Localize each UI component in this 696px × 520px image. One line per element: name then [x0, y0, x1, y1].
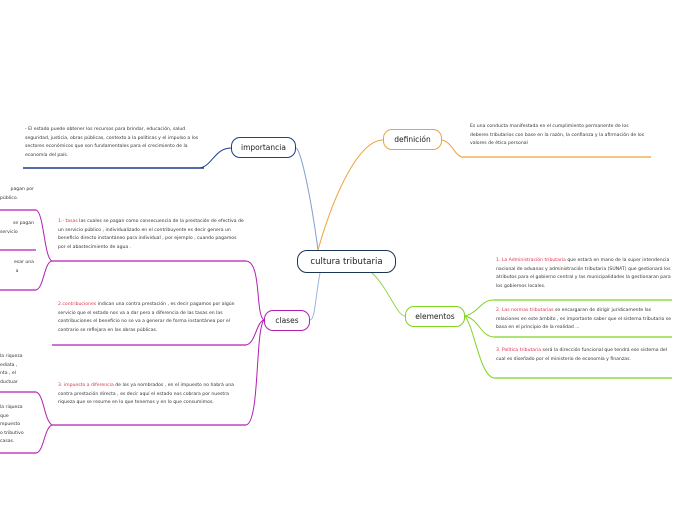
clases-item-3 — [58, 382, 244, 408]
connector-clases — [310, 273, 320, 320]
elementos-item-2-body: se encargaran de dirigir jurídicamente las relaciones en este ámbito , es importante saber que el sistema tributario se basa en el principio de la realidad ... — [496, 308, 672, 331]
node-clases[interactable] — [264, 310, 310, 331]
clases-item-3-heading: 3. impuesto a diferencia — [58, 383, 114, 388]
fragment-line: a — [15, 268, 19, 274]
node-elementos-label: elementos — [415, 312, 455, 321]
central-node[interactable] — [297, 250, 396, 273]
fragment-line: casas. — [0, 439, 15, 445]
importancia-text-body: - El estado puede obtener los recursos para brindar, educación, salud seguridad, justicia, obras públicas, contexto a la políticas y el impulso a los sectores económicos que son fundamentales para el crecimiento de la economía del país. — [25, 127, 199, 158]
fragment-line: la riqueza — [0, 405, 23, 410]
fragment-sub-1 — [0, 186, 34, 203]
connector-sub-1 — [36, 210, 52, 261]
node-elementos[interactable] — [405, 306, 465, 327]
connector-elementos-item-2 — [465, 316, 494, 337]
fragment-line: ductuar — [0, 379, 18, 385]
importancia-text — [25, 126, 203, 160]
connector-clases-item-3 — [246, 320, 264, 425]
clases-item-3-body: de los ya nombrados , en el impuesto no habrá una contra prestación directa , es decir aquí el estado nos cobrara por nuestra riqueza que se resume en lo que tenemos y en lo que consumimos. — [58, 383, 234, 406]
node-importancia-label: importancia — [241, 143, 286, 152]
fragment-sub-2 — [0, 220, 34, 237]
clases-item-1 — [58, 218, 244, 252]
fragment-line: la riqueza — [0, 354, 23, 359]
connector-sub-4 — [36, 425, 52, 453]
definicion-text-body: Es una conducta manifestada en el cumplimiento permanente de los deberes tributarios con base en la razón, la confianza y la afirmación de los valores de ética personal — [470, 124, 645, 147]
central-node-label: cultura tributaria — [310, 256, 383, 267]
fragment-sub-4 — [0, 353, 34, 387]
clases-item-2-body: indican una contra prestación , es decir pagamos por algún servicio que el estado nos va a dar pero a diferencia de las tasas en las contribuciones el beneficio no se va a generar de forma instantánea por el contrario se reflejara en las obras públicas. — [58, 302, 235, 333]
fragment-line: pagan por — [10, 187, 34, 192]
fragment-line: nta , el — [0, 371, 17, 377]
clases-item-2 — [58, 301, 244, 335]
node-importancia[interactable] — [231, 137, 296, 158]
connector-elementos-item-1 — [465, 300, 494, 316]
elementos-item-3-body: será la dirección funcional que tendrá ese sistema del cual es diseñado por el ministerio de economía y finanzas. — [496, 348, 668, 362]
node-clases-label: clases — [275, 316, 299, 325]
fragment-line: servicio — [0, 229, 18, 235]
elementos-item-3 — [496, 347, 672, 364]
connector-elementos-item-3 — [465, 316, 494, 378]
fragment-sub-3 — [0, 259, 34, 276]
fragment-line: se pagan — [12, 221, 34, 226]
elementos-item-1-heading: 1. La Administración tributaria — [496, 258, 566, 263]
node-definicion-label: definición — [394, 135, 431, 144]
connector-clases-item-2 — [246, 320, 264, 345]
fragment-line: o tributivo — [0, 430, 24, 436]
clases-item-2-heading: 2.contribuciones — [58, 302, 97, 307]
connector-definicion — [318, 140, 383, 250]
clases-item-1-body: las cuales se pagan como consecuencia de la prestación de efectiva de un servicio público , individualizado en el contribuyente es decir genera un beneficio directo instantáneo para individual , por ejemplo , cuando pagamos por el abastecimiento de agua . — [58, 219, 244, 250]
elementos-item-2-heading: 2. Las normas tributarias — [496, 308, 554, 313]
node-definicion[interactable] — [383, 129, 442, 150]
fragment-line: mpuesto — [0, 422, 21, 428]
fragment-sub-5 — [0, 404, 34, 447]
connector-definicion-text — [442, 140, 462, 157]
fragment-line: que — [0, 413, 9, 419]
clases-item-1-heading: 1.- tasas — [58, 219, 78, 224]
elementos-item-2 — [496, 307, 672, 333]
fragment-line: público. — [0, 195, 19, 201]
fragment-line: esar una — [13, 260, 34, 265]
fragment-line: ediata , — [0, 362, 18, 368]
definicion-text — [470, 123, 648, 149]
elementos-item-3-heading: 3. Política tributaria — [496, 348, 542, 353]
connector-sub-3 — [36, 392, 52, 425]
elementos-item-1 — [496, 257, 672, 291]
connector-sub-2 — [36, 261, 52, 290]
elementos-item-1-body: que estará en mano de la super intendencia nacional de aduanas y administración tributaria (SUNAT) que gestionará los atributos para el gobierno central y las municipalidades la gestionaran para los gobiernos locales. — [496, 258, 671, 289]
connector-clases-item-1 — [246, 261, 264, 320]
connector-importancia-text — [200, 148, 231, 168]
connector-importancia — [296, 148, 318, 250]
